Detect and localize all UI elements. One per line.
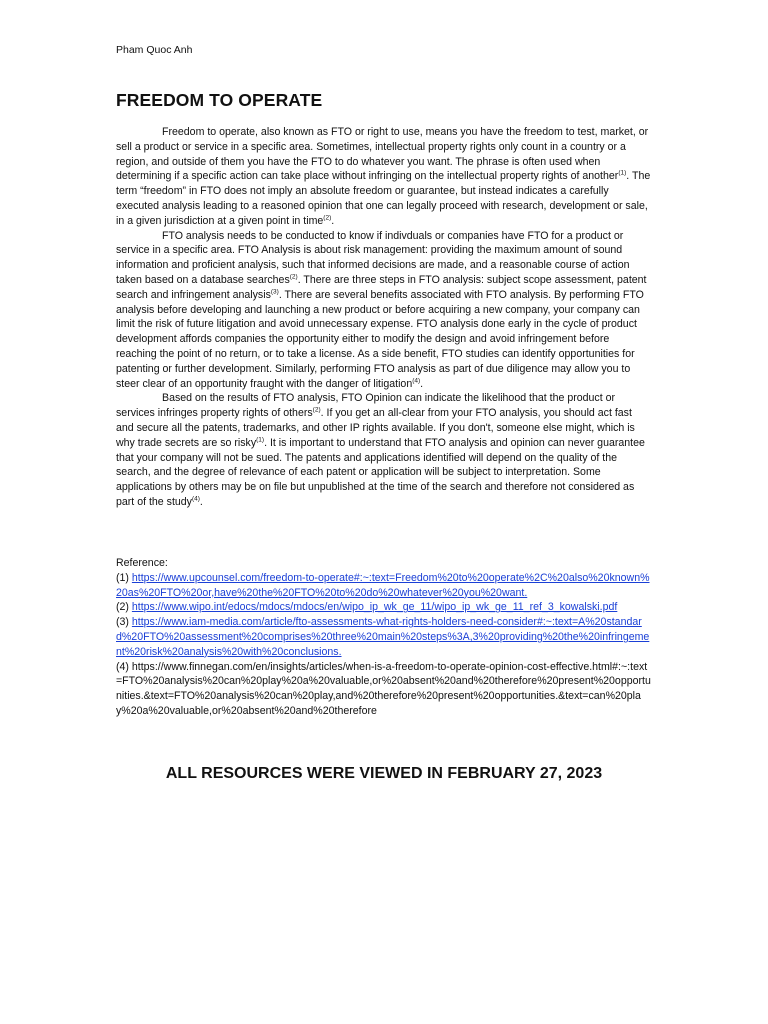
paragraph-text: . The term “freedom” in FTO does not imply an absolute freedom or guarantee, but instead indicates a carefully executed analysis leading to a reasoned opinion that one can legally proceed with research, development or sale, in a given jurisdiction at a given point in time xyxy=(116,170,651,227)
citation-marker: (1) xyxy=(618,169,627,177)
author-name: Pham Quoc Anh xyxy=(116,44,193,56)
reference-item-4 xyxy=(116,660,652,719)
paragraph-text: . If you get an all-clear from your FTO analysis, you should act fast and secure all the patents, trademarks, and other IP rights available. If you don't, someone else might, which is why trade secrets are so risky xyxy=(116,407,635,449)
paragraph-text: FTO analysis needs to be conducted to know if indivduals or companies have FTO for a product or service in a specific area. FTO Analysis is about risk management: providing the maximum amount of sound information and proficient analysis, such that informed decisions are made, and a reasonable course of action taken based on a database searches xyxy=(116,229,630,286)
citation-marker: (2) xyxy=(312,406,321,414)
reference-number: (1) xyxy=(116,571,132,584)
paragraph-2 xyxy=(116,229,652,392)
page-title: FREEDOM TO OPERATE xyxy=(116,90,323,110)
reference-link[interactable]: https://www.iam-media.com/article/fto-assessments-what-rights-holders-need-consider#:~:text=A%20standard%20FTO%20assessment%20comprises%20three%20main%20steps%3A,3%20providing%20the%20infringement%20risk%20analysis%20with%20conclusions. xyxy=(116,616,650,658)
reference-item-1 xyxy=(116,571,652,601)
paragraph-text: . There are three steps in FTO analysis: subject scope assessment, patent search and infringement analysis xyxy=(116,273,647,301)
paragraph-text: . xyxy=(199,495,203,508)
paragraph-text: Based on the results of FTO analysis, FTO Opinion can indicate the likelihood that the product or services infringes property rights of others xyxy=(116,392,616,420)
reference-number: (4) xyxy=(116,660,132,673)
body-text xyxy=(116,125,652,510)
reference-link[interactable]: https://www.upcounsel.com/freedom-to-operate#:~:text=Freedom%20to%20operate%2C%20also%20known%20as%20FTO%20or,have%20the%20FTO%20to%20do%20whatever%20you%20want. xyxy=(116,571,650,599)
citation-marker: (3) xyxy=(270,288,279,296)
citation-marker: (2) xyxy=(323,214,332,222)
reference-item-3 xyxy=(116,615,652,659)
reference-text: https://www.finnegan.com/en/insights/articles/when-is-a-freedom-to-operate-opinion-cost-effective.html#:~:text=FTO%20analysis%20can%20play%20a%20valuable,or%20absent%20and%20therefore%20present%20opportunities.&text=FTO%20analysis%20can%20play,and%20therefore%20present%20opportunities.&text=can%20play%20a%20valuable,or%20absent%20and%20therefore xyxy=(116,660,651,717)
paragraph-3 xyxy=(116,391,652,509)
citation-marker: (2) xyxy=(289,273,298,281)
paragraph-text: . xyxy=(420,377,424,390)
citation-marker: (1) xyxy=(256,436,265,444)
footer-note: ALL RESOURCES WERE VIEWED IN FEBRUARY 27, 2023 xyxy=(165,765,603,782)
reference-number: (2) xyxy=(116,601,132,614)
paragraph-text: . It is important to understand that FTO analysis and opinion can never guarantee that your company will not be sued. The patents and applications identified will depend on the quality of the search, and the degree of relevance of each patent or application will be subject to interpretation. Some applications by others may be on file but unpublished at the time of the search and therefore not considered as part of the study xyxy=(116,436,645,508)
paragraph-text: . xyxy=(331,214,335,227)
reference-heading: Reference: xyxy=(116,557,168,569)
citation-marker: (4) xyxy=(191,495,200,503)
paragraph-text: . There are several benefits associated with FTO analysis. By performing FTO analysis before developing and launching a new product or before acquiring a new company, your company can limit the risk of future litigation and avoid unnecessary expense. FTO analysis done early in the cycle of product development affords companies the opportunity either to modify the design and avoid infringement before reaching the point of no return, or to take a license. As a side benefit, FTO studies can identify opportunities for patenting or further development. Similarly, performing FTO analysis as part of due diligence may allow you to steer clear of an opportunity fraught with the danger of litigation xyxy=(116,288,644,390)
reference-link[interactable]: https://www.wipo.int/edocs/mdocs/mdocs/en/wipo_ip_wk_ge_11/wipo_ip_wk_ge_11_ref_3_kowalski.pdf xyxy=(131,601,618,614)
paragraph-text: Freedom to operate, also known as FTO or right to use, means you have the freedom to test, market, or sell a product or service in a specific area. Sometimes, intellectual property rights only count in a country or a region, and outside of them you have the FTO to do whatever you want. The phrase is often used when determining if a specific action can take place without infringing on the intellectual property rights of another xyxy=(116,126,649,183)
reference-number: (3) xyxy=(116,616,132,629)
citation-marker: (4) xyxy=(412,377,421,385)
reference-section xyxy=(116,556,652,719)
reference-item-2 xyxy=(116,600,652,615)
paragraph-1 xyxy=(116,125,652,229)
